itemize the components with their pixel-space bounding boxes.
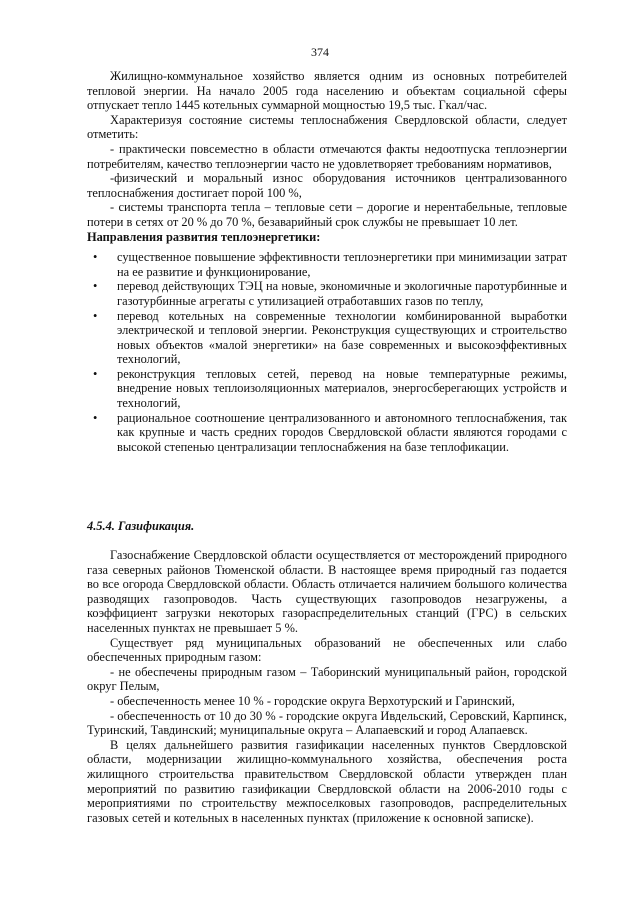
paragraph: В целях дальнейшего развития газификации населенных пунктов Свердловской области, модернизации жилищно-коммунального хозяйства, обеспечения роста жилищного строительства правительством Свердловской области утвержден план мероприятий по развитию газификации Свердловской области на 2006-2010 годы с мероприятиями по строительству межпоселковых газопроводов, распределительных газовых сетей и котельных в населенных пунктах (приложение к основной записке). bbox=[87, 737, 567, 825]
list-item: • реконструкция тепловых сетей, перевод на новые температурные режимы, внедрение новых теплоизоляционных материалов, энергосберегающих устройств и технологий, bbox=[87, 367, 567, 411]
page-number: 374 bbox=[311, 45, 329, 59]
paragraph: - обеспеченность от 10 до 30 % - городские округа Ивдельский, Серовский, Карпинск, Туринский, Тавдинский; муниципальные округа – Алапаевский и город Алапаевск. bbox=[87, 708, 567, 738]
paragraph: - обеспеченность менее 10 % - городские округа Верхотурский и Гаринский, bbox=[110, 693, 515, 708]
list-item: • перевод действующих ТЭЦ на новые, экономичные и экологичные паротурбинные и газотурбинные агрегаты с утилизацией отработавших газов по теплу, bbox=[87, 279, 567, 308]
paragraph: Характеризуя состояние системы теплоснабжения Свердловской области, следует отметить: bbox=[87, 112, 567, 142]
paragraph: -физический и моральный износ оборудования источников централизованного теплоснабжения достигает порой 100 %, bbox=[87, 171, 567, 200]
paragraph: Газоснабжение Свердловской области осуществляется от месторождений природного газа северных районов Тюменской области. В настоящее время природный газ подается во все огорода Свердловской области. Область отличается наличием большого количества разводящих газопроводов. Часть существующих газопроводов незагружены, а коэффициент загрузки некоторых газораспределительных станций (ГРС) в сельских населенных пунктах не превышает 5 %. bbox=[87, 548, 567, 635]
paragraph: - практически повсеместно в области отмечаются факты недоотпуска теплоэнергии потребителям, качество теплоэнергии часто не удовлетворяет требованиям нормативов, bbox=[87, 141, 567, 171]
paragraph: - системы транспорта тепла – тепловые сети – дорогие и нерентабельные, тепловые потери в сетях от 20 % до 70 %, безаварийный срок службы не превышает 10 лет. bbox=[87, 200, 567, 229]
directions-heading: Направления развития теплоэнергетики: bbox=[87, 229, 321, 244]
section-heading bbox=[87, 519, 567, 534]
paragraph: Существует ряд муниципальных образований не обеспеченных или слабо обеспеченных природным газом: bbox=[87, 635, 567, 665]
section-title: 4.5.4. Газификация. bbox=[87, 519, 195, 533]
list-item: • существенное повышение эффективности теплоэнергетики при минимизации затрат на ее развитие и функционирование, bbox=[87, 250, 567, 279]
paragraph: Жилищно-коммунальное хозяйство является одним из основных потребителей тепловой энергии. На начало 2005 года населению и объектам социальной сферы отпускает тепло 1445 котельных суммарной мощностью 19,5 тыс. Гкал/час. bbox=[87, 69, 567, 113]
list-item: • рациональное соотношение централизованного и автономного теплоснабжения, так как крупные и часть средних городов Свердловской области являются городами с высокой степенью централизации теплоснабжения на базе теплофикации. bbox=[87, 411, 567, 455]
gasification-section bbox=[87, 548, 567, 825]
list-item: • перевод котельных на современные технологии комбинированной выработки электрической и тепловой энергии. Реконструкция существующих и строительство новых объектов «малой энергетики» на базе современных и высокоэффективных технологий, bbox=[87, 309, 567, 367]
paragraph: - не обеспечены природным газом – Таборинский муниципальный район, городской округ Пелым, bbox=[87, 664, 567, 694]
directions-list bbox=[87, 250, 567, 454]
heat-supply-section bbox=[87, 69, 567, 454]
